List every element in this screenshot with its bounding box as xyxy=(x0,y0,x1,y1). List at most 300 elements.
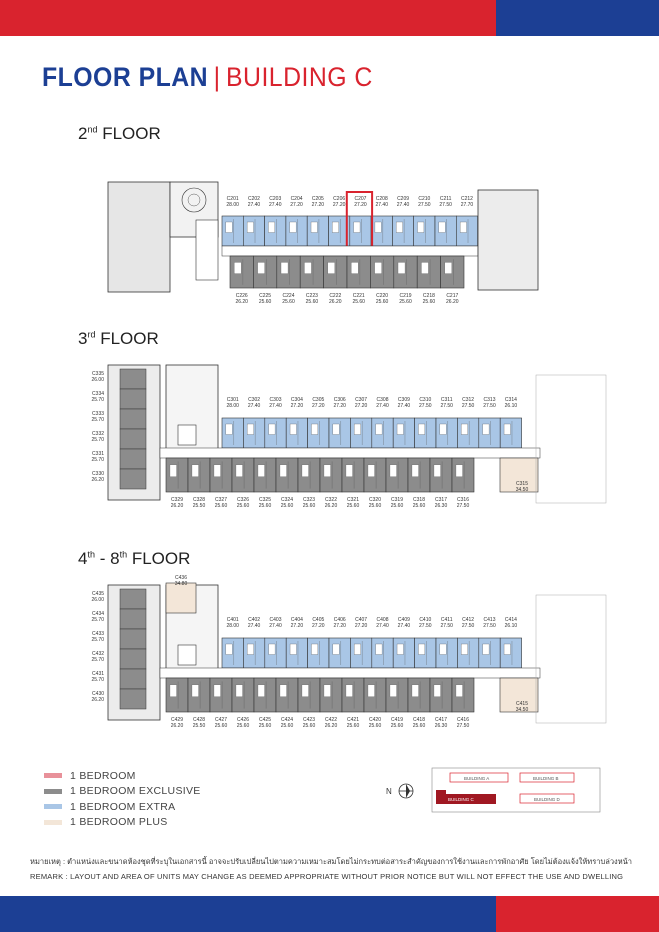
unit-area-label: 25.60 xyxy=(352,299,365,305)
unit-area-label: 27.40 xyxy=(376,403,389,409)
unit-id-label: C221 xyxy=(352,293,365,299)
unit-id-label: C425 xyxy=(259,717,271,723)
unit-bathroom xyxy=(290,644,296,655)
unit-area-label: 28.00 xyxy=(226,202,239,208)
unit-id-label: C417 xyxy=(435,717,447,723)
unit-bathroom xyxy=(311,222,317,233)
unit-room xyxy=(298,678,320,712)
unit-id-label: C205 xyxy=(311,196,324,202)
unit-room xyxy=(308,418,329,448)
unit-id-label: C301 xyxy=(226,397,239,403)
unit-area-label: 25.60 xyxy=(375,299,389,305)
unit-id-label: C325 xyxy=(259,497,271,503)
unit-room xyxy=(232,458,254,492)
unit-id-label: C401 xyxy=(226,617,239,623)
unit-bathroom xyxy=(483,424,489,435)
building-c-label: BUILDING C xyxy=(448,797,474,802)
unit-area-label: 25.60 xyxy=(390,503,404,509)
unit-id-label: C302 xyxy=(248,397,261,403)
side-unit-room xyxy=(120,609,146,629)
unit-room xyxy=(276,458,298,492)
unit-room xyxy=(441,256,464,288)
legend-swatch-1-bedroom-plus xyxy=(44,820,62,825)
unit-room xyxy=(230,256,253,288)
unit-area-label: 27.20 xyxy=(290,623,304,629)
unit-bathroom xyxy=(504,424,510,435)
unit-id-label: C326 xyxy=(237,497,249,503)
unit-room xyxy=(232,678,254,712)
floor-plan-3-svg xyxy=(0,355,659,530)
unit-id-label: C312 xyxy=(462,397,475,403)
side-unit-room xyxy=(120,369,146,389)
unit-area-label: 25.60 xyxy=(368,723,382,729)
unit-area-label: 25.70 xyxy=(91,397,104,403)
unit-id-label: C434 xyxy=(92,611,104,617)
unit-bathroom xyxy=(460,222,466,233)
unit-room xyxy=(166,458,188,492)
unit-room xyxy=(253,256,276,288)
unit-area-label: 25.60 xyxy=(346,723,360,729)
unit-bathroom xyxy=(421,262,428,273)
unit-area-label: 28.00 xyxy=(226,403,239,409)
unit-area-label: 27.70 xyxy=(460,202,474,208)
unit-bathroom xyxy=(397,424,403,435)
core-block xyxy=(108,182,170,292)
unit-area-label: 27.20 xyxy=(332,202,346,208)
unit-id-label: C311 xyxy=(440,397,453,403)
site-key-map xyxy=(384,766,604,816)
top-red-band xyxy=(0,0,496,36)
title-main: FLOOR PLAN xyxy=(42,62,209,92)
unit-bathroom xyxy=(192,465,199,477)
unit-id-label: C224 xyxy=(282,293,295,299)
unit-area-label: 27.40 xyxy=(247,202,261,208)
unit-id-label: C204 xyxy=(290,196,303,202)
legend-swatch-1-bedroom-extra xyxy=(44,804,62,809)
unit-id-label: C314 xyxy=(504,397,517,403)
unit-room xyxy=(500,418,521,448)
legend-swatch-1-bedroom xyxy=(44,773,62,778)
unit-bathroom xyxy=(226,222,232,233)
unit-room xyxy=(286,638,307,668)
unit-bathroom xyxy=(290,424,296,435)
unit-area-label: 26.00 xyxy=(91,377,104,383)
lift-shaft xyxy=(178,645,196,665)
unit-room xyxy=(479,418,500,448)
unit-bathroom xyxy=(268,222,274,233)
unit-bathroom xyxy=(445,262,452,273)
unit-bathroom xyxy=(258,685,265,697)
unit-id-label: C307 xyxy=(355,397,368,403)
unit-area-label: 27.40 xyxy=(376,623,389,629)
unit-bathroom xyxy=(258,262,265,273)
unit-room xyxy=(452,458,474,492)
unit-id-label: C208 xyxy=(375,196,388,202)
unit-area-label: 34.80 xyxy=(174,581,188,587)
unit-id-label: C220 xyxy=(376,293,389,299)
unit-bathroom xyxy=(226,424,232,435)
unit-room xyxy=(188,458,210,492)
site-key-map-svg xyxy=(384,766,604,816)
legend xyxy=(44,768,201,830)
unit-id-label: C219 xyxy=(399,293,412,299)
unit-id-label: C333 xyxy=(92,411,104,417)
unit-area-label: 26.20 xyxy=(170,503,184,509)
unit-area-label: 25.60 xyxy=(282,299,295,305)
unit-room xyxy=(393,418,414,448)
unit-bathroom xyxy=(375,222,381,233)
unit-area-label: 25.60 xyxy=(214,503,228,509)
unit-room xyxy=(265,638,286,668)
unit-area-label: 25.60 xyxy=(346,503,360,509)
unit-bathroom xyxy=(290,222,296,233)
unit-area-label: 26.20 xyxy=(329,299,342,305)
unit-area-label: 27.50 xyxy=(461,623,475,629)
unit-id-label: C335 xyxy=(92,371,104,377)
unit-area-label: 34.50 xyxy=(515,707,529,713)
unit-id-label: C318 xyxy=(413,497,425,503)
unit-area-label: 25.60 xyxy=(258,299,272,305)
unit-room xyxy=(417,256,440,288)
unit-id-label: C409 xyxy=(397,617,410,623)
unit-room xyxy=(222,216,243,246)
unit-room xyxy=(436,638,457,668)
unit-area-label: 34.50 xyxy=(515,487,529,493)
unit-room xyxy=(254,678,276,712)
unit-bathroom xyxy=(226,644,232,655)
unit-id-label: C306 xyxy=(333,397,346,403)
unit-area-label: 25.50 xyxy=(192,723,206,729)
unit-area-label: 27.20 xyxy=(312,403,325,409)
unit-room xyxy=(370,256,393,288)
unit-area-label: 27.20 xyxy=(311,202,325,208)
unit-id-label: C406 xyxy=(333,617,346,623)
unit-id-label: C415 xyxy=(516,701,528,707)
unit-room xyxy=(371,216,392,246)
unit-room xyxy=(393,638,414,668)
unit-area-label: 27.40 xyxy=(269,623,282,629)
unit-area-label: 26.10 xyxy=(504,623,518,629)
extra-unit-room xyxy=(166,583,196,613)
site-edge xyxy=(536,595,606,723)
unit-id-label: C334 xyxy=(92,391,104,397)
side-unit-room xyxy=(120,629,146,649)
unit-bathroom xyxy=(311,644,317,655)
unit-bathroom xyxy=(456,685,463,697)
unit-id-label: C328 xyxy=(193,497,205,503)
unit-bathroom xyxy=(398,262,405,273)
unit-id-label: C313 xyxy=(483,397,496,403)
unit-bathroom xyxy=(247,424,253,435)
unit-bathroom xyxy=(397,644,403,655)
unit-bathroom xyxy=(346,685,353,697)
bottom-red-band xyxy=(496,896,659,932)
unit-bathroom xyxy=(328,262,335,273)
unit-id-label: C223 xyxy=(305,293,318,299)
unit-room xyxy=(452,678,474,712)
unit-area-label: 25.60 xyxy=(399,299,412,305)
north-label: N xyxy=(386,787,392,796)
unit-area-label: 27.40 xyxy=(268,202,282,208)
floor-plan-2 xyxy=(0,160,659,320)
unit-bathroom xyxy=(302,685,309,697)
unit-id-label: C423 xyxy=(303,717,315,723)
unit-area-label: 27.20 xyxy=(312,623,325,629)
unit-id-label: C324 xyxy=(281,497,293,503)
unit-room xyxy=(436,418,457,448)
unit-area-label: 26.30 xyxy=(434,723,448,729)
unit-bathroom xyxy=(354,424,360,435)
unit-area-label: 25.60 xyxy=(280,503,294,509)
unit-room xyxy=(430,458,452,492)
unit-room xyxy=(243,638,264,668)
unit-area-label: 27.50 xyxy=(483,403,496,409)
unit-room xyxy=(243,418,264,448)
unit-room xyxy=(300,256,323,288)
unit-room xyxy=(210,458,232,492)
unit-bathroom xyxy=(214,465,221,477)
unit-room xyxy=(350,216,371,246)
unit-room xyxy=(342,458,364,492)
side-unit-room xyxy=(120,689,146,709)
unit-room xyxy=(364,458,386,492)
lift-shaft xyxy=(178,425,196,445)
unit-id-label: C430 xyxy=(92,691,104,697)
unit-id-label: C329 xyxy=(171,497,183,503)
unit-id-label: C207 xyxy=(354,196,367,202)
unit-id-label: C416 xyxy=(457,717,469,723)
site-edge xyxy=(536,375,606,503)
legend-swatch-1-bedroom-exclusive xyxy=(44,789,62,794)
unit-area-label: 25.60 xyxy=(236,503,250,509)
unit-id-label: C210 xyxy=(418,196,431,202)
unit-bathroom xyxy=(234,262,241,273)
unit-area-label: 25.50 xyxy=(192,503,206,509)
unit-bathroom xyxy=(214,685,221,697)
unit-bathroom xyxy=(236,465,243,477)
unit-room xyxy=(350,638,371,668)
unit-bathroom xyxy=(236,685,243,697)
bottom-blue-band xyxy=(0,896,496,932)
unit-area-label: 25.70 xyxy=(91,637,104,643)
unit-id-label: C331 xyxy=(92,451,104,457)
north-arrow-icon xyxy=(386,784,413,798)
unit-area-label: 25.60 xyxy=(258,503,272,509)
title-building: BUILDING C xyxy=(226,62,373,92)
unit-id-label: C432 xyxy=(92,651,104,657)
unit-area-label: 27.40 xyxy=(247,623,261,629)
unit-room xyxy=(254,458,276,492)
unit-id-label: C414 xyxy=(504,617,517,623)
unit-area-label: 27.50 xyxy=(440,403,453,409)
unit-bathroom xyxy=(368,465,375,477)
unit-area-label: 27.20 xyxy=(354,623,368,629)
title-separator: | xyxy=(213,62,221,92)
unit-area-label: 25.60 xyxy=(368,503,382,509)
unit-bathroom xyxy=(247,222,253,233)
bottom-color-bar xyxy=(0,896,659,932)
side-unit-room xyxy=(120,389,146,409)
unit-bathroom xyxy=(440,644,446,655)
unit-id-label: C428 xyxy=(193,717,205,723)
side-unit-room xyxy=(120,449,146,469)
unit-bathroom xyxy=(170,465,177,477)
unit-bathroom xyxy=(302,465,309,477)
unit-id-label: C321 xyxy=(347,497,359,503)
unit-id-label: C303 xyxy=(269,397,282,403)
unit-area-label: 25.60 xyxy=(258,723,272,729)
unit-room xyxy=(210,678,232,712)
unit-bathroom xyxy=(280,465,287,477)
unit-area-label: 26.20 xyxy=(170,723,184,729)
unit-room xyxy=(457,418,478,448)
unit-id-label: C202 xyxy=(247,196,260,202)
legend-item: 1 BEDROOM EXCLUSIVE xyxy=(44,784,201,800)
unit-area-label: 26.20 xyxy=(324,503,338,509)
unit-id-label: C412 xyxy=(462,617,475,623)
unit-area-label: 25.70 xyxy=(91,457,104,463)
unit-area-label: 27.20 xyxy=(354,403,368,409)
unit-area-label: 27.50 xyxy=(440,623,453,629)
unit-id-label: C408 xyxy=(376,617,389,623)
unit-id-label: C203 xyxy=(269,196,282,202)
unit-id-label: C322 xyxy=(325,497,337,503)
unit-bathroom xyxy=(440,424,446,435)
unit-bathroom xyxy=(311,424,317,435)
side-unit-room xyxy=(120,469,146,489)
unit-area-label: 25.70 xyxy=(91,677,104,683)
unit-id-label: C402 xyxy=(248,617,261,623)
building-d-label: BUILDING D xyxy=(534,797,560,802)
unit-bathroom xyxy=(368,685,375,697)
unit-id-label: C201 xyxy=(226,196,239,202)
unit-id-label: C226 xyxy=(235,293,248,299)
unit-id-label: C222 xyxy=(329,293,342,299)
unit-area-label: 25.70 xyxy=(91,657,104,663)
corridor xyxy=(160,448,540,458)
unit-id-label: C327 xyxy=(215,497,227,503)
unit-bathroom xyxy=(418,424,424,435)
unit-bathroom xyxy=(434,465,441,477)
unit-area-label: 27.50 xyxy=(483,623,496,629)
unit-area-label: 25.70 xyxy=(91,617,104,623)
unit-id-label: C212 xyxy=(460,196,473,202)
unit-id-label: C429 xyxy=(171,717,183,723)
unit-area-label: 27.50 xyxy=(461,403,475,409)
unit-room xyxy=(347,256,370,288)
floor-label-4-8: 4th - 8th FLOOR xyxy=(78,549,191,568)
unit-bathroom xyxy=(354,222,360,233)
unit-bathroom xyxy=(418,222,424,233)
unit-area-label: 26.00 xyxy=(91,597,104,603)
unit-room xyxy=(308,638,329,668)
unit-area-label: 27.20 xyxy=(290,403,304,409)
unit-bathroom xyxy=(192,685,199,697)
unit-id-label: C330 xyxy=(92,471,104,477)
unit-id-label: C332 xyxy=(92,431,104,437)
unit-bathroom xyxy=(396,222,402,233)
unit-room xyxy=(243,216,264,246)
unit-room xyxy=(350,418,371,448)
unit-room xyxy=(307,216,328,246)
unit-area-label: 26.20 xyxy=(235,299,248,305)
unit-room xyxy=(277,256,300,288)
unit-id-label: C308 xyxy=(376,397,389,403)
unit-id-label: C317 xyxy=(435,497,447,503)
floor-label-3: 3rd FLOOR xyxy=(78,329,159,348)
unit-area-label: 25.60 xyxy=(412,503,426,509)
unit-room xyxy=(320,678,342,712)
unit-room xyxy=(166,678,188,712)
top-color-bar xyxy=(0,0,659,36)
unit-area-label: 26.20 xyxy=(446,299,459,305)
unit-bathroom xyxy=(269,644,275,655)
unit-id-label: C407 xyxy=(355,617,368,623)
unit-bathroom xyxy=(333,424,339,435)
unit-id-label: C404 xyxy=(290,617,303,623)
unit-room xyxy=(188,678,210,712)
unit-room xyxy=(372,638,393,668)
unit-id-label: C211 xyxy=(439,196,452,202)
unit-area-label: 27.50 xyxy=(418,202,431,208)
unit-area-label: 27.40 xyxy=(269,403,282,409)
unit-id-label: C405 xyxy=(312,617,325,623)
unit-id-label: C209 xyxy=(397,196,410,202)
unit-id-label: C309 xyxy=(397,397,410,403)
lift-lobby xyxy=(196,220,218,280)
unit-bathroom xyxy=(461,424,467,435)
unit-bathroom xyxy=(376,424,382,435)
unit-id-label: C410 xyxy=(419,617,432,623)
unit-room xyxy=(286,216,307,246)
unit-area-label: 26.20 xyxy=(91,477,104,483)
unit-bathroom xyxy=(390,685,397,697)
building-b-label: BUILDING B xyxy=(533,776,559,781)
corridor xyxy=(222,246,478,256)
unit-room xyxy=(408,458,430,492)
unit-id-label: C424 xyxy=(281,717,293,723)
unit-room xyxy=(320,458,342,492)
unit-room xyxy=(342,678,364,712)
unit-bathroom xyxy=(434,685,441,697)
unit-area-label: 27.40 xyxy=(397,403,411,409)
unit-area-label: 27.20 xyxy=(354,202,367,208)
unit-bathroom xyxy=(324,465,331,477)
unit-id-label: C436 xyxy=(175,575,187,581)
unit-area-label: 25.60 xyxy=(280,723,294,729)
unit-id-label: C427 xyxy=(215,717,227,723)
unit-id-label: C304 xyxy=(290,397,303,403)
unit-area-label: 25.60 xyxy=(305,299,319,305)
unit-area-label: 27.20 xyxy=(290,202,303,208)
unit-area-label: 27.50 xyxy=(419,623,432,629)
unit-room xyxy=(408,678,430,712)
legend-item: 1 BEDROOM xyxy=(44,768,201,784)
unit-room xyxy=(415,638,436,668)
top-blue-band xyxy=(496,0,659,36)
unit-id-label: C420 xyxy=(369,717,381,723)
unit-bathroom xyxy=(324,685,331,697)
unit-id-label: C411 xyxy=(440,617,453,623)
unit-room xyxy=(430,678,452,712)
unit-id-label: C320 xyxy=(369,497,381,503)
unit-room xyxy=(386,678,408,712)
unit-bathroom xyxy=(269,424,275,435)
floor-plan-4-8-svg xyxy=(0,575,659,750)
page-title xyxy=(42,62,373,93)
side-unit-room xyxy=(120,669,146,689)
unit-room xyxy=(222,638,243,668)
